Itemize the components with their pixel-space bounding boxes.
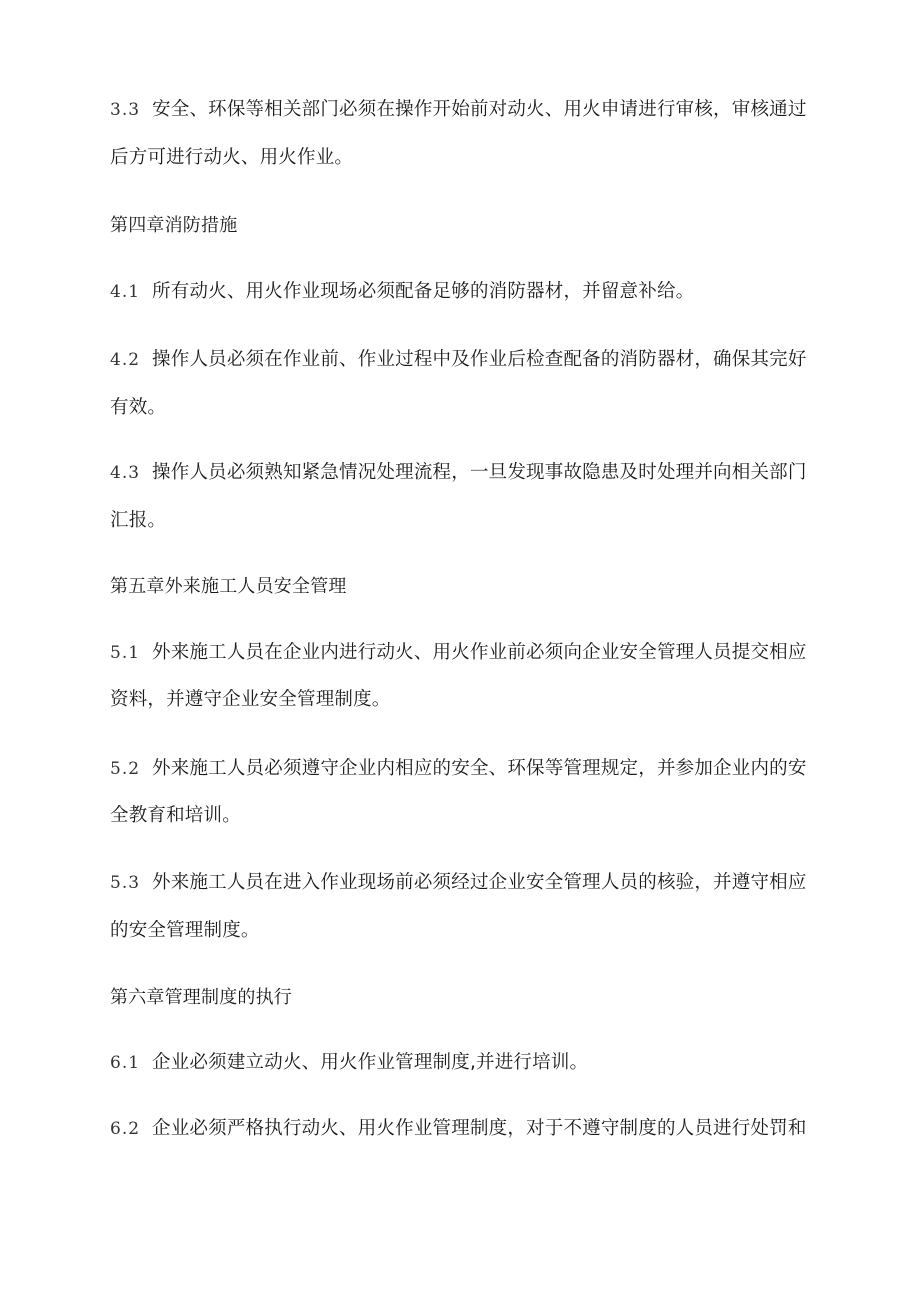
clause-number: 5.3 <box>110 873 141 893</box>
clause-4-3-line-2: 汇报。 <box>110 510 167 531</box>
clause-4-3-line-1 <box>110 460 810 486</box>
clause-number: 6.1 <box>110 1053 141 1073</box>
clause-text: 安全、环保等相关部门必须在操作开始前对动火、用火申请进行审核，审核通过 <box>152 99 807 120</box>
clause-4-1-line-1 <box>110 279 810 305</box>
clause-number: 6.2 <box>110 1119 141 1139</box>
clause-text: 外来施工人员必须遵守企业内相应的安全、环保等管理规定，并参加企业内的安 <box>152 758 807 779</box>
clause-text: 所有动火、用火作业现场必须配备足够的消防器材，并留意补给。 <box>152 281 695 302</box>
clause-3-3-line-2: 后方可进行动火、用火作业。 <box>110 147 354 168</box>
clause-6-1-line-1 <box>110 1050 810 1076</box>
clause-number: 5.1 <box>110 643 141 663</box>
clause-5-3-line-1 <box>110 870 810 896</box>
clause-number: 3.3 <box>110 100 141 120</box>
clause-5-3-line-2: 的安全管理制度。 <box>110 920 260 941</box>
clause-text: 操作人员必须熟知紧急情况处理流程，一旦发现事故隐患及时处理并向相关部门 <box>152 462 807 483</box>
clause-number: 4.2 <box>110 350 141 370</box>
clause-5-1-line-1 <box>110 640 810 666</box>
clause-5-2-line-1 <box>110 756 810 782</box>
chapter-heading-5: 第五章外来施工人员安全管理 <box>110 576 347 597</box>
clause-number: 5.2 <box>110 759 141 779</box>
clause-3-3-line-1 <box>110 97 810 123</box>
clause-text: 企业必须严格执行动火、用火作业管理制度，对于不遵守制度的人员进行处罚和 <box>152 1118 807 1139</box>
clause-text: 外来施工人员在企业内进行动火、用火作业前必须向企业安全管理人员提交相应 <box>152 642 807 663</box>
clause-4-2-line-2: 有效。 <box>110 397 167 418</box>
clause-4-2-line-1 <box>110 347 810 373</box>
chapter-heading-6: 第六章管理制度的执行 <box>110 987 292 1008</box>
clause-number: 4.1 <box>110 282 141 302</box>
chapter-heading-4: 第四章消防措施 <box>110 215 238 236</box>
clause-5-1-line-2: 资料，并遵守企业安全管理制度。 <box>110 689 391 710</box>
clause-text: 操作人员必须在作业前、作业过程中及作业后检查配备的消防器材，确保其完好 <box>152 349 807 370</box>
clause-5-2-line-2: 全教育和培训。 <box>110 805 241 826</box>
clause-number: 4.3 <box>110 463 141 483</box>
clause-text: 企业必须建立动火、用火作业管理制度,并进行培训。 <box>152 1052 589 1073</box>
clause-text: 外来施工人员在进入作业现场前必须经过企业安全管理人员的核验，并遵守相应 <box>152 872 807 893</box>
clause-6-2-line-1 <box>110 1116 810 1142</box>
